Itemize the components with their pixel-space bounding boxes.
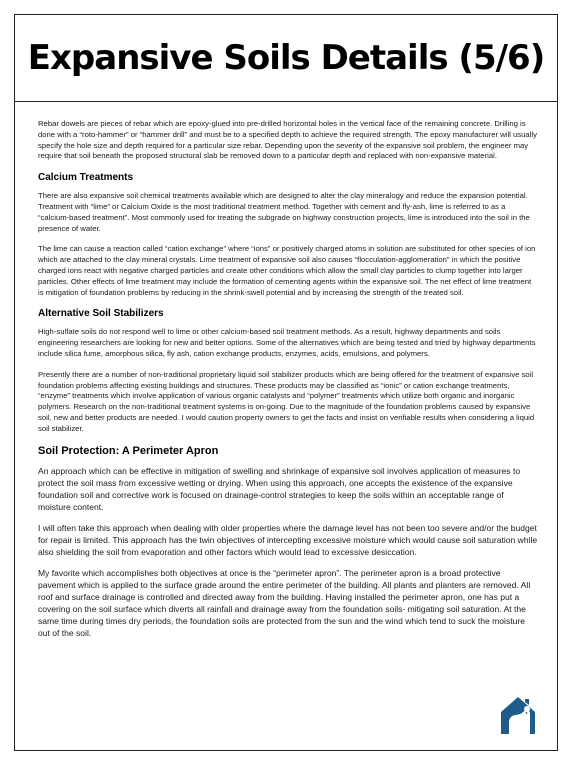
apron-paragraph-2: I will often take this approach when dealing with older properties where the damage level has not been too severe and/or the budget for repair is limited. This approach has the twin objectives of intercepting excessive moisture which would cause soil saturation while also shielding the soil from evaporation and other factors which would lead to excessive desiccation. [38,522,538,557]
document-body [38,119,538,648]
alternative-paragraph-1: High-sulfate soils do not respond well to lime or other calcium-based soil treatment methods. As a result, highway departments and soils engineering researchers are looking for new and better options. Some of the alternatives which are being tested and tried by highway departments include silica fume, amorphous silica, fly ash, cation exchange products, enzymes, acids, emulsions, and polymers. [38,327,536,358]
page-frame [14,14,558,751]
apron-paragraph-1: An approach which can be effective in mitigation of swelling and shrinkage of expansive soil involves application of measures to protect the soil mass from excessive wetting or drying. When using this approach, one accepts the existence of the expansive foundation soil and corrective work is focused on drainage-control strategies to keep the soils within an acceptable range of moisture content. [38,465,521,512]
house-bear-logo-icon [497,692,539,736]
apron-paragraph-3: My favorite which accomplishes both objectives at once is the “perimeter apron”. The perimeter apron is a broad protective pavement which is applied to the surface grade around the entire perimeter of the building. All plants and planters are removed. All roof and surface drainage is controlled and directed away from the building. Having installed the perimeter apron, one has put a covering on the soil surface which diverts all rainfall and drainage away from the foundation soils- mitigating soil saturation. At the same time during times dry periods, the foundation soils are protected from the sun and the wind which tend to suck the moisture out of the soil. [38,567,531,638]
alternative-paragraph-2: Presently there are a number of non-traditional proprietary liquid soil stabilizer products which are being offered for the treatment of expansive soil foundation problems affecting existing buildings and structures. These products may be classified as “ionic” or cation exchange treatments, “enzyme” treatments which involve application of various organic catalysts and “polymer” treatments which utilize both organic and inorganic polymers. Research on the non-traditional treatment systems is on-going. Due to the magnitude of the foundation problems caused by expansive soil, new and better products are needed. I would caution property owners to get the facts and insist on verifiable results when considering a liquid soil stabilizer. [38,369,535,433]
intro-paragraph: Rebar dowels are pieces of rebar which are epoxy-glued into pre-drilled horizontal holes in the vertical face of the remaining concrete. Drilling is done with a “roto-hammer” or “hammer drill” and must be to a specified depth to achieve the required strength. The epoxy manufacturer will usually specify the hole size and depth required for a particular size rebar. Depending upon the severity of the expansive soil problem, the engineer may require that soil beneath the proposed structural slab be removed down to a particular depth and replaced with non-expansive material. [38,119,537,161]
calcium-paragraph-2: The lime can cause a reaction called “cation exchange” where “ions” or positively charged atoms in solution are substituted for other species of ion which are attached to the clay mineral crystals. Lime treatment of expansive soil also causes “flocculation-agglomeration” in which the positive charged ions react with negative charged particles and create other conditions which allow the small clay particles to clump together into larger particles. Other effects of lime treatment may include the formation of cementing agents within the expansive soil. The net effect of lime treatment is mitigation of foundation problems by reducing in the shrink-swell potential and by increasing the strength of the treated soil. [38,244,536,297]
title-band [15,15,557,102]
calcium-treatments-heading: Calcium Treatments [38,172,134,184]
calcium-paragraph-1: There are also expansive soil chemical treatments available which are designed to alter the clay mineralogy and reduce the expansion potential. Treatment with “lime” or Calcium Oxide is the most traditional treatment method. Together with cement and fly-ash, lime is referred to as a “calcium-based treatment”. Most commonly used for treating the subgrade on highway construction projects, lime is introduced into the soil in the presence of water. [38,191,530,233]
alternative-stabilizers-heading: Alternative Soil Stabilizers [38,308,164,320]
page-title: Expansive Soils Details (5/6) [27,38,545,78]
perimeter-apron-heading: Soil Protection: A Perimeter Apron [38,444,219,457]
